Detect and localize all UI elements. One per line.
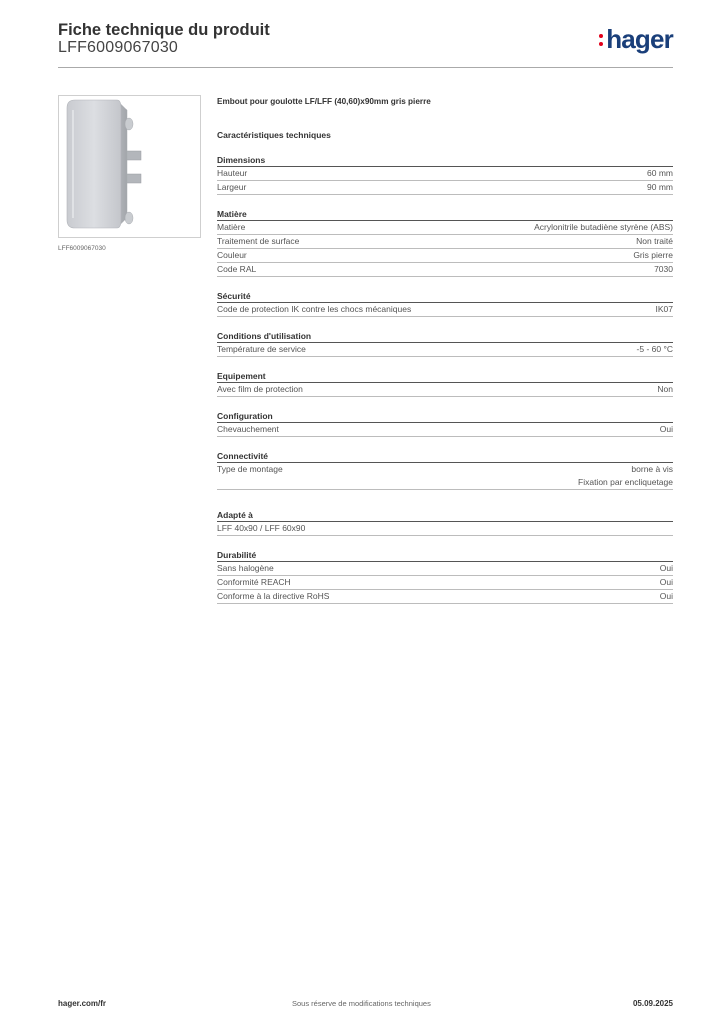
spec-value: borne à vis (631, 464, 673, 474)
spec-value: 60 mm (647, 168, 673, 178)
spec-label: Couleur (217, 250, 247, 260)
spec-group-configuration (217, 410, 673, 437)
spec-label: Largeur (217, 182, 247, 192)
spec-row (217, 576, 673, 590)
spec-group-title: Conditions d'utilisation (217, 331, 312, 341)
spec-row (217, 423, 673, 437)
spec-value: Gris pierre (633, 250, 673, 260)
spec-label: Matière (217, 222, 246, 232)
spec-label: Code RAL (217, 264, 257, 274)
footer-disclaimer: Sous réserve de modifications techniques (292, 999, 431, 1008)
spec-row (217, 235, 673, 249)
spec-row (217, 383, 673, 397)
spec-row (217, 263, 673, 277)
product-image-caption: LFF6009067030 (58, 245, 106, 252)
spec-value: Fixation par encliquetage (578, 477, 673, 487)
spec-row (217, 249, 673, 263)
spec-row (217, 303, 673, 317)
spec-group-safety (217, 290, 673, 317)
spec-label: Avec film de protection (217, 384, 303, 394)
spec-label: Sans halogène (217, 563, 274, 573)
product-description: Embout pour goulotte LF/LFF (40,60)x90mm gris pierre (217, 97, 431, 106)
spec-value: -5 - 60 °C (636, 344, 673, 354)
logo-text: hager (606, 24, 673, 54)
product-reference: LFF6009067030 (58, 39, 179, 56)
spec-label: LFF 40x90 / LFF 60x90 (217, 523, 306, 533)
spec-value: Non (657, 384, 673, 394)
hager-logo (599, 24, 673, 55)
spec-label: Hauteur (217, 168, 248, 178)
spec-value: 90 mm (647, 182, 673, 192)
spec-row (217, 463, 673, 490)
spec-row (217, 181, 673, 195)
spec-group-conditions (217, 330, 673, 357)
spec-label: Température de service (217, 344, 306, 354)
spec-group-durability (217, 549, 673, 604)
spec-value-multi (578, 463, 673, 489)
spec-label: Chevauchement (217, 424, 279, 434)
specs-heading: Caractéristiques techniques (217, 130, 331, 140)
spec-value: Acrylonitrile butadiène styrène (ABS) (534, 222, 673, 232)
spec-label: Traitement de surface (217, 236, 300, 246)
spec-row (217, 522, 673, 536)
spec-sheet (217, 95, 673, 604)
spec-group-connectivity (217, 450, 673, 490)
footer-website: hager.com/fr (58, 999, 107, 1008)
page-title: Fiche technique du produit (58, 21, 270, 39)
spec-row (217, 590, 673, 604)
spec-group-title: Adapté à (217, 510, 253, 520)
spec-value: Oui (659, 563, 673, 573)
spec-value: Oui (659, 591, 673, 601)
spec-group-title: Equipement (217, 371, 266, 381)
spec-label: Type de montage (217, 464, 283, 474)
spec-group-title: Sécurité (217, 291, 251, 301)
spec-group-title: Durabilité (217, 550, 257, 560)
spec-value: Non traité (636, 236, 673, 246)
spec-row (217, 562, 673, 576)
spec-group-equipment (217, 370, 673, 397)
spec-row (217, 167, 673, 181)
product-end-cap-icon (59, 96, 200, 237)
header-divider (58, 67, 673, 68)
spec-label: Conforme à la directive RoHS (217, 591, 330, 601)
footer-date: 05.09.2025 (632, 999, 673, 1008)
logo-dots-icon (599, 31, 605, 49)
spec-value: 7030 (654, 264, 673, 274)
spec-value: Oui (659, 577, 673, 587)
spec-row (217, 221, 673, 235)
spec-group-title: Matière (217, 209, 247, 219)
spec-group-title: Connectivité (217, 451, 269, 461)
spec-group-material (217, 208, 673, 277)
spec-label: Code de protection IK contre les chocs mécaniques (217, 304, 412, 314)
spec-group-dimensions (217, 154, 673, 195)
spec-value: Oui (659, 424, 673, 434)
spec-group-title: Configuration (217, 411, 273, 421)
spec-group-title: Dimensions (217, 155, 266, 165)
product-image (58, 95, 201, 238)
spec-label: Conformité REACH (217, 577, 291, 587)
spec-row (217, 343, 673, 357)
spec-group-compatible (217, 509, 673, 536)
spec-value: IK07 (655, 304, 673, 314)
